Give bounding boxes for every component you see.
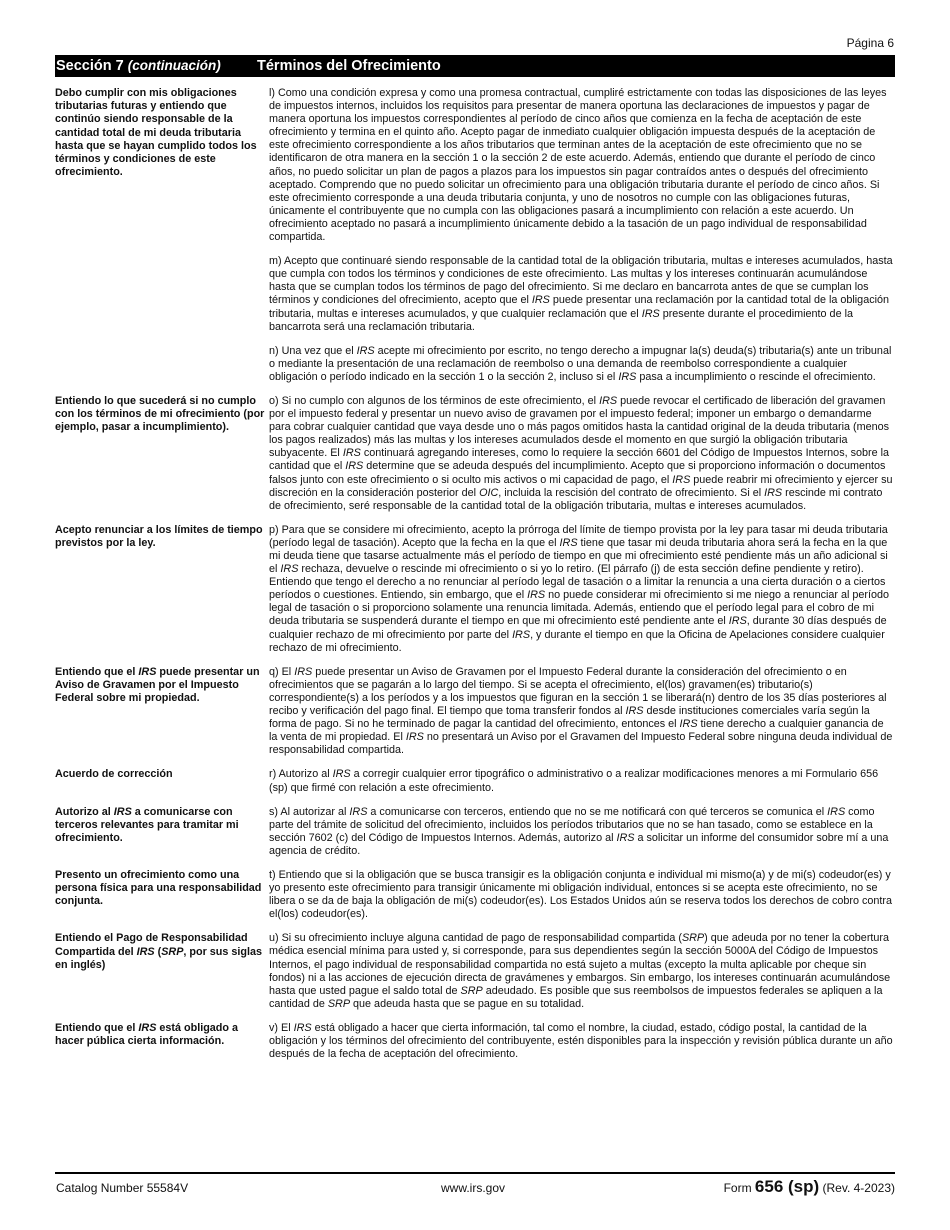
term-heading xyxy=(55,345,267,384)
row-gap xyxy=(55,757,895,768)
footer-rule xyxy=(55,1172,895,1174)
term-row xyxy=(55,806,895,858)
italic-term: IRS xyxy=(531,294,550,307)
term-paragraph xyxy=(269,255,895,334)
italic-term: IRS xyxy=(349,805,368,818)
row-gap xyxy=(55,858,895,869)
term-heading: Acuerdo de corrección xyxy=(55,768,173,781)
term-text: r) Autorizo al IRS a corregir cualquier error tipográfico o administrativo o a realizar modificaciones menores a mi Formulario 656 (sp) que firmé con relación a este ofrecimiento. xyxy=(269,768,879,794)
term-heading: Acepto renunciar a los límites de tiempo previstos por la ley. xyxy=(55,523,263,550)
term-row xyxy=(55,524,895,655)
form-revision: (Rev. 4-2023) xyxy=(822,1181,895,1195)
term-text: o) Si no cumplo con algunos de los términos de este ofrecimiento, el IRS puede revocar el certificado de liberación del gravamen por el impuesto federal y presentar un nuevo aviso de gravamen por el impuesto federal; imponer un embargo o demandarme para cobrar cualquier cantidad que vaya desde uno o más pagos omitidos hasta la cantidad original de la deuda tributaria (menos los pagos realizados) más las multas y los intereses acumulados desde el momento en que surgió la obligación tributaria subyacente. El IRS continuará agregando intereses, como lo requiere la sección 6601 del Código de Impuestos Internos, sobre la cantidad que el IRS determine que se adeuda después del incumplimiento. Acepto que si proporciono información o documentos falsos junto con este ofrecimiento o si oculto mis activos o mi capacidad de pago, el IRS puede reabrir mi ofrecimiento y ejercer su discreción en la consideración posterior del OIC, incluida la rescisión del contrato de ofrecimiento. Si el IRS rescinde mi contrato de ofrecimiento, seré responsable de la cantidad total de la obligación tributaria, multas e intereses acumulados. xyxy=(269,394,893,512)
italic-term: SRP xyxy=(161,945,184,958)
italic-term: IRS xyxy=(641,307,660,320)
catalog-number: Catalog Number 55584V xyxy=(56,1181,189,1195)
term-paragraph xyxy=(269,524,895,655)
term-paragraph xyxy=(269,1022,895,1061)
form-number: 656 (sp) xyxy=(754,1177,820,1196)
italic-term: IRS xyxy=(764,486,783,499)
italic-term: IRS xyxy=(827,805,846,818)
form-identifier xyxy=(724,1177,895,1197)
term-row xyxy=(55,1022,895,1061)
row-gap xyxy=(55,655,895,666)
row-gap xyxy=(55,921,895,932)
term-row xyxy=(55,395,895,513)
website-link[interactable]: www.irs.gov xyxy=(441,1181,506,1195)
italic-term: IRS xyxy=(527,589,546,602)
italic-term: IRS xyxy=(599,394,618,407)
term-row xyxy=(55,255,895,334)
section-continued: (continuación) xyxy=(127,58,221,73)
term-heading xyxy=(55,255,267,334)
term-text: s) Al autorizar al IRS a comunicarse con terceros, entiendo que no se me notificará con qué terceros se comunica el IRS como parte del trámite de solicitud del ofrecimiento, incluidos los períodos tributarios que no se han tasado, como se establece en la sección 7602 (c) del Código de Impuestos Internos. Además, autorizo al IRS a solicitar un informe del consumidor sobre mí a una agencia de crédito. xyxy=(269,805,889,857)
italic-term: IRS xyxy=(672,473,691,486)
italic-term: IRS xyxy=(679,718,698,731)
term-text: t) Entiendo que si la obligación que se busca transigir es la obligación conjunta e individual mi mismo(a) y de mi(s) codeudor(es) y yo presento este ofrecimiento para transigir únicamente mi obligación individual, entonces si se acepta este ofrecimiento, no se libera o se da de baja la obligación de mi(s) codeudor(es). Los Estados Unidos aún se reserva todos los derechos de cobro contra el(los) codeudor(es). xyxy=(269,868,892,921)
italic-term: OIC xyxy=(479,486,499,499)
italic-term: IRS xyxy=(294,665,313,678)
italic-term: IRS xyxy=(728,615,747,628)
page-number: Página 6 xyxy=(846,36,894,50)
row-gap xyxy=(55,334,895,345)
term-row xyxy=(55,869,895,921)
term-heading: Entiendo lo que sucederá si no cumplo con los términos de mi ofrecimiento (por ejemplo, pasar a incumplimiento). xyxy=(55,394,265,434)
term-row xyxy=(55,345,895,384)
term-paragraph xyxy=(269,806,895,858)
term-text: u) Si su ofrecimiento incluye alguna cantidad de pago de responsabilidad compartida (SRP) que adeuda por no tener la cobertura médica esencial mínima para usted y, si corresponde, para sus dependientes según la sección 5000A del Código de Impuestos Internos, el pago individual de responsabilidad compartida no está sujeto a multas (excepto la multa aplicable por cheque sin fondos) ni a las acciones de ejecución directa de gravámenes y embargos. Sin embargo, los intereses continuarán acumulándose hasta que usted pague el saldo total de SRP adeudado. Es posible que sus reembolsos de impuestos federales se apliquen a la cantidad de SRP que adeuda hasta que se pague en su totalidad. xyxy=(269,932,891,1010)
italic-term: IRS xyxy=(625,705,644,718)
term-text: l) Como una condición expresa y como una promesa contractual, cumpliré estrictamente con todas las disposiciones de las leyes de impuestos internos, incluidos los requisitos para presentar de manera oportuna las declaraciones de impuestos y pagar de manera oportuna los impuestos correspondientes al período de cinco años que comienza en la fecha de aceptación de este ofrecimiento y termina en el quinto año. Acepto pagar de inmediato cualquier obligación impuesta después de la aceptación de este ofrecimiento correspondiente a los años tributarios que terminan antes de la aceptación de este ofrecimiento que no se identificaron de otra manera en la sección 1 o la sección 2 de este acuerdo. Además, entiendo que durante el período de cinco años, no puedo solicitar un plan de pagos a plazos para los impuestos sin pagar contraídos antes o después del ofrecimiento aceptado. Comprendo que no puedo solicitar un ofrecimiento para una obligación tributaria durante el período de cinco años. Si este ofrecimiento corresponde a una deuda tributaria conjunta, y uno de nosotros no cumple con las obligaciones futuras, únicamente el contribuyente que no cumpla con las obligaciones pasará a incumplimiento con relación a este acuerdo. Un ofrecimiento aceptado no pasará a incumplimiento únicamente debido a la tasación de un pago individual de responsabilidad compartida. xyxy=(269,87,887,244)
term-heading: Autorizo al IRS a comunicarse con terceros relevantes para tramitar mi ofrecimiento. xyxy=(55,805,239,844)
term-row xyxy=(55,666,895,758)
term-text: v) El IRS está obligado a hacer que cierta información, tal como el nombre, la ciudad, estado, código postal, la cantidad de la obligación y los términos del ofrecimiento del contribuyente, estén disponibles para la inspección y revisión pública durante un año después de la fecha de aceptación del ofrecimiento. xyxy=(269,1021,893,1061)
italic-term: IRS xyxy=(405,731,424,744)
italic-term: IRS xyxy=(113,805,132,818)
italic-term: IRS xyxy=(332,768,351,781)
row-gap xyxy=(55,1011,895,1022)
terms-content xyxy=(55,87,895,1061)
term-paragraph xyxy=(269,87,895,244)
section-header-bar xyxy=(55,55,895,77)
italic-term: IRS xyxy=(342,447,361,460)
term-heading: Entiendo que el IRS puede presentar un Aviso de Gravamen por el Impuesto Federal sobre mi propiedad. xyxy=(55,665,260,705)
term-paragraph xyxy=(269,869,895,921)
term-paragraph xyxy=(269,666,895,758)
italic-term: IRS xyxy=(138,1021,157,1034)
term-heading: Entiendo que el IRS está obligado a hacer pública cierta información. xyxy=(55,1021,238,1048)
term-row xyxy=(55,87,895,244)
italic-term: IRS xyxy=(136,945,155,958)
term-paragraph xyxy=(269,768,895,794)
italic-term: IRS xyxy=(616,831,635,844)
section-number: Sección 7 xyxy=(56,58,124,74)
italic-term: IRS xyxy=(345,460,364,473)
term-text: p) Para que se considere mi ofrecimiento, acepto la prórroga del límite de tiempo provista por la ley para tasar mi deuda tributaria (período legal de tasación). Acepto que la fecha en la que el IRS tiene que tasar mi deuda tributaria ahora será la fecha en la que mi deuda tiene que tasarse actualmente más el período de tiempo en que mi ofrecimiento esté pendiente más un año adicional si el IRS rechaza, devuelve o rescinde mi ofrecimiento o si yo lo retiro. (El párrafo (j) de esta sección define pendiente y retiro). Entiendo que tengo el derecho a no renunciar al período legal de tasación o a limitar la renuncia a una cierta duración o a ciertos períodos o cuestiones. Entiendo, sin embargo, que el IRS no puede considerar mi ofrecimiento si me niego a renunciar al período legal de tasación o si proporciono solamente una renuncia limitada. Además, entiendo que el período legal para el cobro de mi deuda tributaria se suspenderá durante el tiempo en que mi ofrecimiento esté pendiente ante el IRS, durante 30 días después de cualquier rechazo de mi ofrecimiento por parte del IRS, y durante el tiempo en que la Oficina de Apelaciones considere cualquier rechazo de mi ofrecimiento. xyxy=(269,523,889,654)
row-gap xyxy=(55,795,895,806)
term-heading: Presento un ofrecimiento como una persona física para una responsabilidad conjunta. xyxy=(55,868,262,908)
italic-term: IRS xyxy=(293,1021,312,1034)
italic-term: IRS xyxy=(138,665,157,678)
italic-term: IRS xyxy=(356,344,375,357)
term-text: n) Una vez que el IRS acepte mi ofrecimiento por escrito, no tengo derecho a impugnar la(s) deuda(s) tributaria(s) ante un tribunal o mediante la presentación de una reclamación de reembolso o una demanda de reembolso correspondiente a cualquier obligación o período indicado en la sección 1 o la sección 2, incluso si el IRS pasa a incumplimiento o rescinde el ofrecimiento. xyxy=(269,344,892,383)
row-gap xyxy=(55,513,895,524)
term-heading: Entiendo el Pago de Responsabilidad Compartida del IRS (SRP, por sus siglas en inglés) xyxy=(55,932,263,971)
term-text: m) Acepto que continuaré siendo responsable de la cantidad total de la obligación tributaria, multas e intereses acumulados, hasta que cumpla con todos los términos y condiciones de este ofrecimiento. Las multas y los intereses continuarán acumulándose hasta que se cumplan todos los términos de pago del ofrecimiento. Si me declaro en bancarrota antes de que se cumplan los términos y condiciones del ofrecimiento, acepto que el IRS puede presentar una reclamación por la cantidad total de la obligación tributaria, multas e intereses acumulados, y que cualquier reclamación que el IRS presente durante el procedimiento de la bancarrota será una reclamación tributaria. xyxy=(269,255,893,333)
row-gap xyxy=(55,244,895,255)
italic-term: SRP xyxy=(460,984,483,997)
term-paragraph xyxy=(269,932,895,1011)
section-label xyxy=(55,58,257,74)
term-text: q) El IRS puede presentar un Aviso de Gravamen por el Impuesto Federal durante la consideración del ofrecimiento o en ofrecimientos que se pagarán a lo largo del tiempo. Si se acepta el ofrecimiento, el(los) gravamen(es) tributario(s) correspondiente(s) a los períodos y a los impuestos que figuran en la sección 1 se liberará(n) dentro de los 35 días posteriores al recibo y verificación del pago final. El tiempo que toma transferir fondos al IRS desde instituciones comerciales varía según la forma de pago. Si no he terminado de pagar la cantidad del ofrecimiento, entonces el IRS tiene derecho a cualquier ganancia de la venta de mi propiedad. El IRS no presentará un Aviso por el Gravamen del Impuesto Federal sobre ninguna deuda individual de responsabilidad compartida. xyxy=(269,665,893,757)
italic-term: IRS xyxy=(559,536,578,549)
term-paragraph xyxy=(269,345,895,384)
form-prefix: Form xyxy=(723,1181,752,1195)
term-row xyxy=(55,932,895,1011)
term-paragraph xyxy=(269,395,895,513)
section-title: Términos del Ofrecimiento xyxy=(257,58,441,74)
italic-term: SRP xyxy=(327,997,351,1010)
italic-term: IRS xyxy=(512,628,531,641)
italic-term: IRS xyxy=(618,370,637,383)
italic-term: SRP xyxy=(681,932,705,945)
italic-term: IRS xyxy=(280,563,299,576)
row-gap xyxy=(55,384,895,395)
term-heading: Debo cumplir con mis obligaciones tributarias futuras y entiendo que continúo siendo responsable de la cantidad total de mi deuda tributaria hasta que se hayan cumplido todos los términos y condiciones de este ofrecimiento. xyxy=(55,87,257,179)
term-row xyxy=(55,768,895,794)
